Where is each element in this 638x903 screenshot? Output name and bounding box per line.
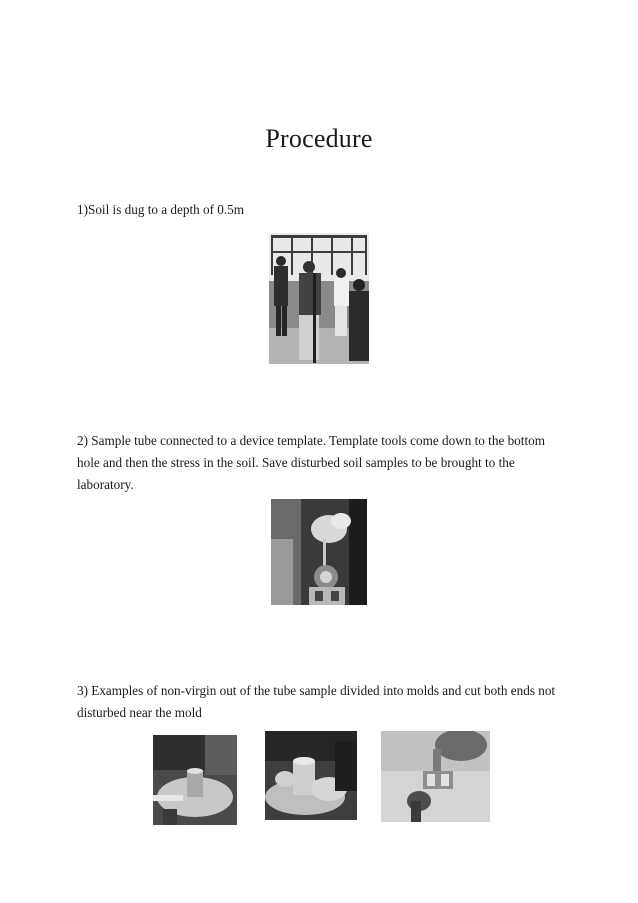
page-title: Procedure [265,124,373,153]
step-3-photo-trimming [381,731,490,822]
step-3-photo-cutting [265,731,357,820]
step-3-text: 3) Examples of non-virgin out of the tube sample divided into molds and cut both ends not disturbed near the mold [77,683,556,720]
step-2-photo-sample-tube [271,499,367,605]
step-2-text: 2) Sample tube connected to a device template. Template tools come down to the bottom hole and then the stress in the soil. Save disturbed soil samples to be brought to the laboratory. [77,433,545,492]
step-3-photo-molds [153,735,237,825]
step-1-photo-digging [269,233,369,364]
step-1-text: 1)Soil is dug to a depth of 0.5m [77,202,245,217]
